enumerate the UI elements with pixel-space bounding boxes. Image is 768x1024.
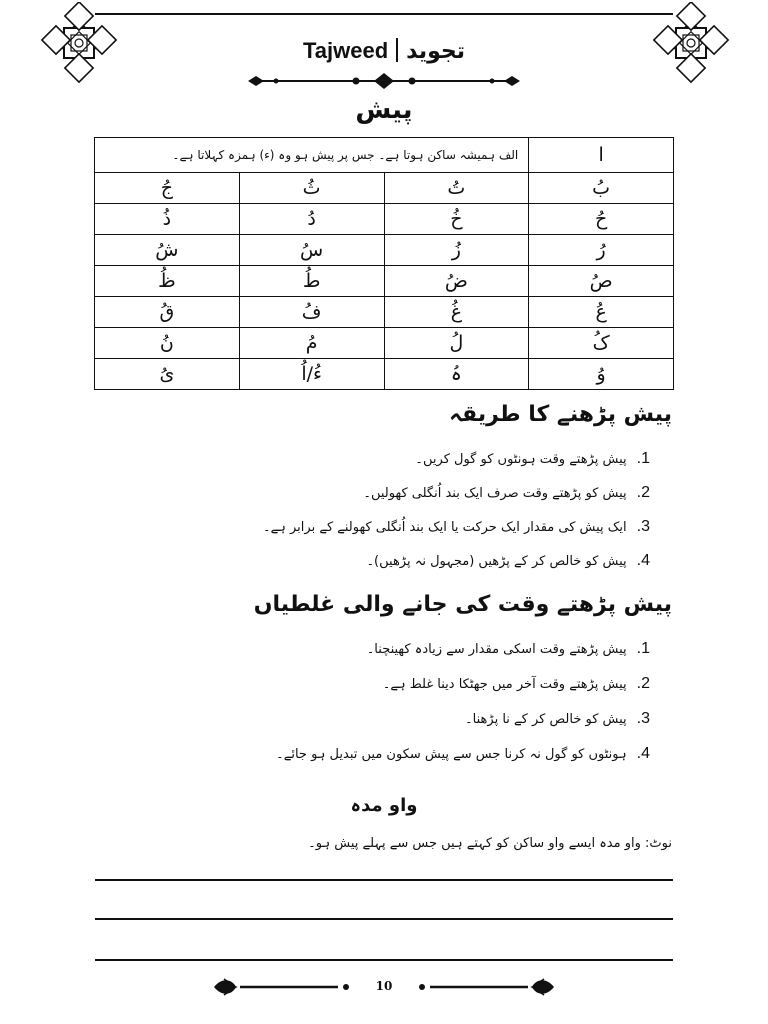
table-cell: ضُ: [384, 266, 529, 297]
header-title-urdu: تجوید: [406, 39, 466, 64]
table-cell: عُ: [529, 297, 674, 328]
table-cell: دُ: [239, 204, 384, 235]
table-row: [95, 173, 674, 204]
list-item-number: 2.: [636, 484, 650, 501]
table-cell: جُ: [95, 173, 240, 204]
table-row: [95, 204, 674, 235]
list-item-text: پیش کو پڑھتے وقت صرف ایک بند اُنگلی کھولیں۔: [363, 486, 627, 501]
writing-line: [95, 879, 673, 881]
table-cell: کُ: [529, 328, 674, 359]
header-separator: [396, 38, 398, 62]
table-cell: شُ: [95, 235, 240, 266]
table-cell: سُ: [239, 235, 384, 266]
section-heading-method: پیش پڑھنے کا طریقہ: [449, 402, 672, 427]
list-item-text: پیش کو خالص کر کے پڑھیں (مجہول نہ پڑھیں)۔: [366, 554, 627, 569]
list-item-text: پیش پڑھتے وقت ہونٹوں کو گول کریں۔: [415, 452, 627, 467]
table-cell: مُ: [239, 328, 384, 359]
list-item: [366, 552, 650, 570]
list-item: [367, 640, 650, 658]
page-heading: پیش: [355, 95, 413, 125]
table-cell: غُ: [384, 297, 529, 328]
table-row: [95, 266, 674, 297]
table-cell: بُ: [529, 173, 674, 204]
list-item: [276, 745, 650, 763]
table-cell: لُ: [384, 328, 529, 359]
list-item-text: پیش پڑھتے وقت اسکی مقدار سے زیادہ کھینچنا۔: [366, 642, 627, 657]
table-cell: وُ: [529, 359, 674, 390]
table-cell: تُ: [384, 173, 529, 204]
list-item-number: 3.: [636, 710, 650, 727]
table-row: [95, 328, 674, 359]
table-cell: ہُ: [384, 359, 529, 390]
table-cell: ا: [529, 138, 674, 173]
table-note-cell: الف ہمیشہ ساکن ہوتا ہے۔ جس پر پیش ہو وہ (ء) ہمزہ کہلاتا ہے۔: [95, 138, 529, 173]
header-divider-ornament: [246, 71, 522, 91]
list-item-number: 3.: [636, 518, 650, 535]
letters-table: [94, 137, 674, 390]
list-item-number: 4.: [636, 552, 650, 569]
table-cell: زُ: [384, 235, 529, 266]
table-row: [95, 235, 674, 266]
table-cell: رُ: [529, 235, 674, 266]
list-item-number: 1.: [636, 640, 650, 657]
note: [308, 836, 672, 851]
table-cell: حُ: [529, 204, 674, 235]
list-item-number: 1.: [636, 450, 650, 467]
header-title-english: Tajweed: [302, 38, 389, 63]
list-item-text: پیش پڑھتے وقت آخر میں جھٹکا دینا غلط ہے۔: [382, 677, 627, 692]
list-item: [465, 710, 650, 728]
table-row: [95, 359, 674, 390]
table-cell: ذُ: [95, 204, 240, 235]
note-text: واو مدہ ایسے واو ساکن کو کہتے ہیں جس سے پہلے پیش ہو۔: [308, 836, 641, 851]
table-cell: ءُ/اُ: [239, 359, 384, 390]
list-item: [415, 450, 650, 468]
subheading-waw-maddah: واو مدہ: [350, 795, 418, 816]
header-title: [0, 38, 768, 64]
list-item-number: 4.: [636, 745, 650, 762]
table-row: [95, 297, 674, 328]
list-item: [383, 675, 650, 693]
table-cell: ثُ: [239, 173, 384, 204]
table-row: [95, 138, 674, 173]
section-heading-mistakes: پیش پڑھتے وقت کی جانے والی غلطیاں: [253, 592, 672, 617]
list-item-text: ہونٹوں کو گول نہ کرنا جس سے پیش سکون میں تبدیل ہو جائے۔: [276, 747, 627, 762]
note-label: نوٹ:: [645, 836, 672, 851]
list-item-text: پیش کو خالص کر کے نا پڑھنا۔: [465, 712, 627, 727]
page-number: 10: [375, 979, 393, 993]
list-item: [363, 484, 650, 502]
table-cell: یُ: [95, 359, 240, 390]
table-cell: صُ: [529, 266, 674, 297]
list-item: [263, 518, 650, 536]
table-cell: طُ: [239, 266, 384, 297]
writing-line: [95, 918, 673, 920]
list-item-text: ایک پیش کی مقدار ایک حرکت یا ایک بند اُنگلی کھولنے کے برابر ہے۔: [263, 520, 627, 535]
writing-line: [95, 959, 673, 961]
list-item-number: 2.: [636, 675, 650, 692]
table-cell: خُ: [384, 204, 529, 235]
table-cell: ظُ: [95, 266, 240, 297]
header-rule: [95, 13, 673, 15]
table-cell: نُ: [95, 328, 240, 359]
table-cell: قُ: [95, 297, 240, 328]
table-cell: فُ: [239, 297, 384, 328]
